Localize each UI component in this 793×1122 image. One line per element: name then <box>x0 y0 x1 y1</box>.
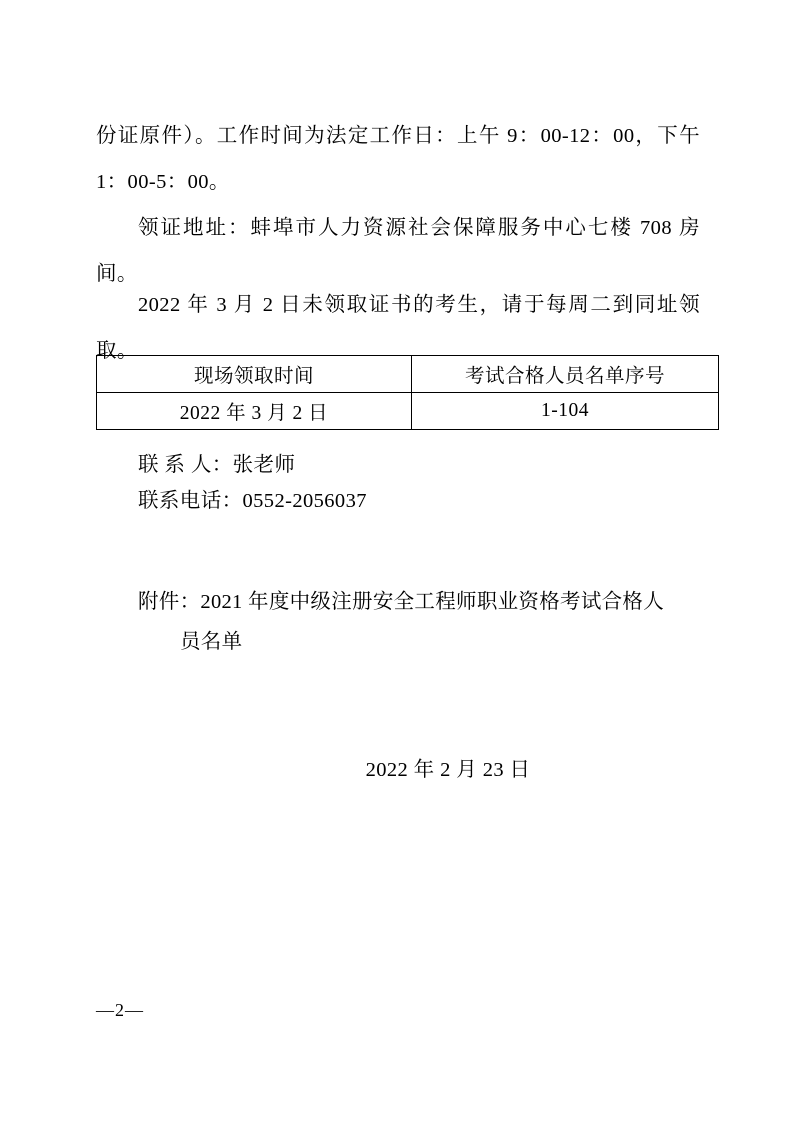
pickup-schedule-table-wrapper <box>96 355 700 430</box>
contact-phone-block <box>96 484 700 518</box>
table-cell-list-range: 1-104 <box>412 393 719 430</box>
pickup-schedule-table <box>96 355 719 430</box>
attachment-line-1: 附件：2021 年度中级注册安全工程师职业资格考试合格人 <box>138 591 665 613</box>
page-number: —2— <box>96 1000 144 1020</box>
table-row <box>97 393 719 430</box>
contact-phone: 联系电话：0552-2056037 <box>138 490 367 512</box>
attachment-block <box>96 582 700 662</box>
table-cell-pickup-date: 2022 年 3 月 2 日 <box>97 393 412 430</box>
contact-person-block <box>96 448 700 482</box>
table-header-pickup-time: 现场领取时间 <box>97 356 412 393</box>
table-header-list-number: 考试合格人员名单序号 <box>412 356 719 393</box>
paragraph-pickup-notice: 2022 年 3 月 2 日未领取证书的考生，请于每周二到同址领取。 <box>96 294 700 362</box>
paragraph-work-hours-block <box>96 113 700 205</box>
paragraph-address: 领证地址：蚌埠市人力资源社会保障服务中心七楼 708 房间。 <box>96 217 700 285</box>
paragraph-work-hours: 份证原件）。工作时间为法定工作日：上午 9：00-12：00，下午 1：00-5：00。 <box>96 125 700 193</box>
table-header-row <box>97 356 719 393</box>
attachment-line-2: 员名单 <box>180 631 243 653</box>
contact-person: 联 系 人：张老师 <box>138 454 296 476</box>
document-date: 2022 年 2 月 23 日 <box>365 759 531 781</box>
